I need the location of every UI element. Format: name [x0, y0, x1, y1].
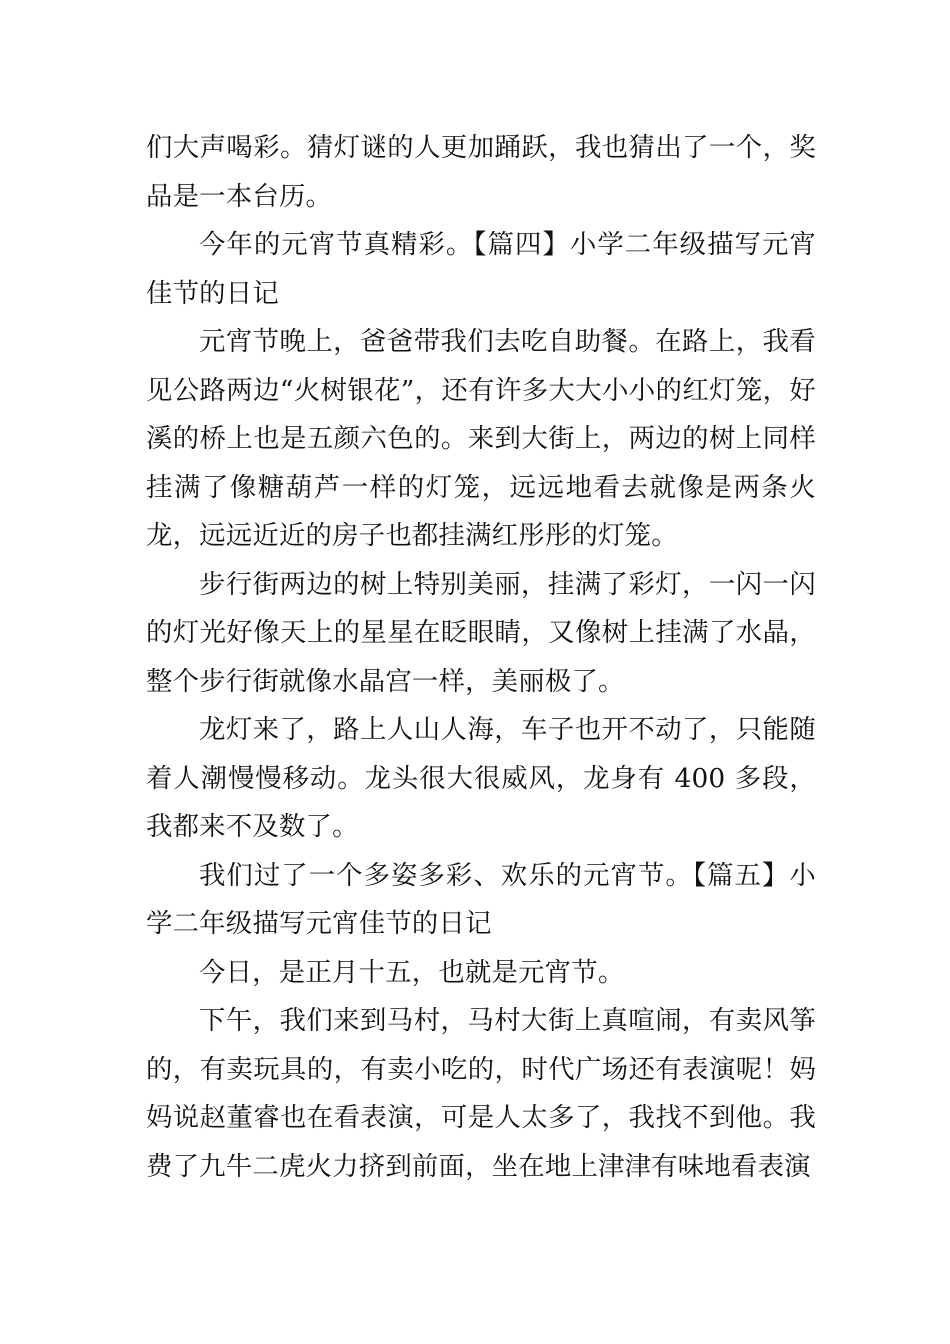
paragraph: 今日，是正月十五，也就是元宵节。 — [199, 956, 625, 988]
paragraph: 今年的元宵节真精彩。【篇四】小学二年级描写元宵佳节的日记 — [146, 229, 816, 309]
paragraph: 们大声喝彩。猜灯谜的人更加踊跃，我也猜出了一个，奖品是一本台历。 — [146, 132, 816, 212]
paragraph: 步行街两边的树上特别美丽，挂满了彩灯，一闪一闪的灯光好像天上的星星在眨眼睛，又像树上挂满了水晶，整个步行街就像水晶宫一样，美丽极了。 — [146, 568, 816, 697]
document-body — [146, 124, 816, 1191]
paragraph: 我们过了一个多姿多彩、欢乐的元宵节。【篇五】小学二年级描写元宵佳节的日记 — [146, 859, 816, 939]
paragraph: 下午，我们来到马村，马村大街上真喧闹，有卖风筝的，有卖玩具的，有卖小吃的，时代广场还有表演呢！妈妈说赵董睿也在看表演，可是人太多了，我找不到他。我费了九牛二虎火力挤到前面，坐在地上津津有味地看表演 — [146, 1005, 816, 1182]
paragraph: 龙灯来了，路上人山人海，车子也开不动了，只能随着人潮慢慢移动。龙头很大很威风，龙身有 400 多段，我都来不及数了。 — [146, 714, 816, 842]
paragraph: 元宵节晚上，爸爸带我们去吃自助餐。在路上，我看见公路两边“火树银花”，还有许多大大小小的红灯笼，好溪的桥上也是五颜六色的。来到大街上，两边的树上同样挂满了像糖葫芦一样的灯笼，远远地看去就像是两条火龙，远远近近的房子也都挂满红彤彤的灯笼。 — [146, 326, 816, 551]
